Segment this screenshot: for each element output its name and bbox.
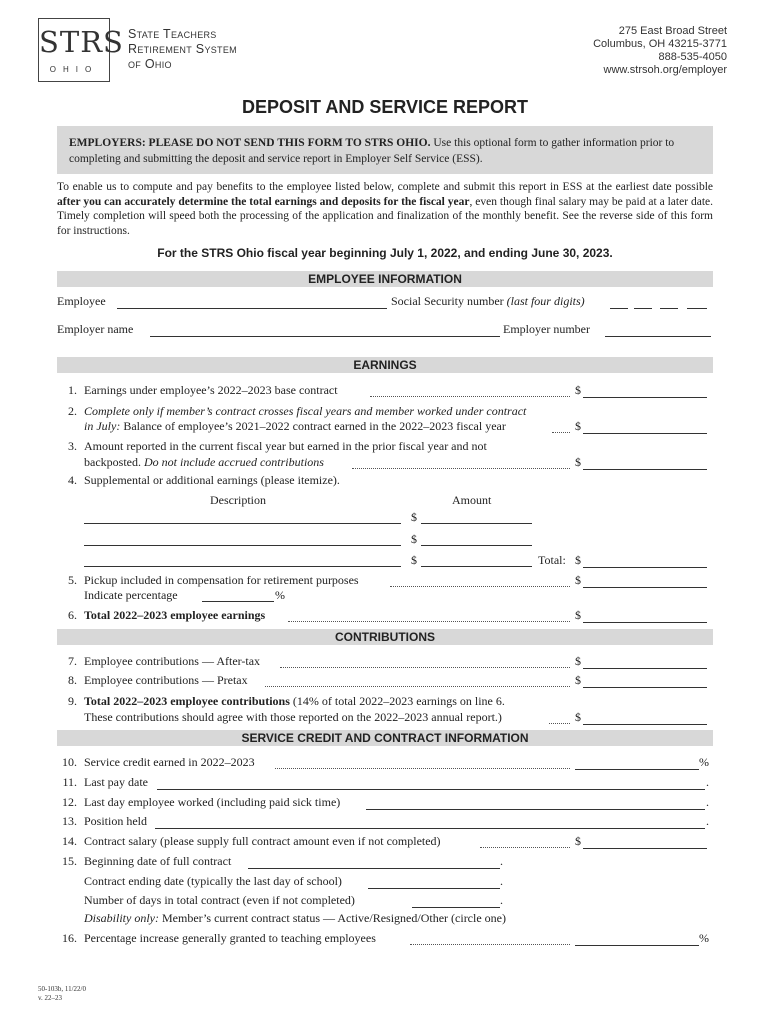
line-number: 6. [68, 608, 77, 622]
dot-leader [390, 586, 570, 587]
ssn-digit-4[interactable] [687, 308, 707, 309]
line-9-label-a: Total 2022–2023 employee contributions (14% of total 2022–2023 earnings on line 6. [84, 694, 505, 708]
service-credit-field[interactable] [575, 769, 699, 770]
ssn-digit-1[interactable] [610, 308, 628, 309]
dot-leader [552, 432, 570, 433]
description-header: Description [210, 493, 266, 507]
dollar-sign: $ [575, 553, 581, 567]
line-3-label-a: Amount reported in the current fiscal year but earned in the prior fiscal year and not [84, 439, 487, 453]
dot-leader [275, 768, 570, 769]
line-number: 1. [68, 383, 77, 397]
employer-number-field[interactable] [605, 336, 711, 337]
line-3-label-b: backposted. Do not include accrued contributions [84, 455, 324, 469]
period: . [500, 893, 503, 907]
line-number: 15. [62, 854, 77, 868]
line-number: 9. [68, 694, 77, 708]
dot-leader [410, 944, 570, 945]
period: . [706, 814, 709, 828]
line-6-label: Total 2022–2023 employee earnings [84, 608, 266, 622]
line-16-label: Percentage increase generally granted to teaching employees [84, 931, 376, 945]
pickup-percentage-field[interactable] [202, 601, 274, 602]
form-number: 50-103b, 11/22/0 v. 22–23 [38, 985, 86, 1002]
line-number: 10. [62, 755, 77, 769]
contract-end-date-label: Contract ending date (typically the last day of school) [84, 874, 342, 888]
dot-leader [549, 723, 570, 724]
line-6-amount-field[interactable] [583, 622, 707, 623]
contract-begin-date-field[interactable] [248, 868, 500, 869]
dot-leader [288, 621, 570, 622]
dollar-sign: $ [411, 510, 417, 524]
percentage-increase-field[interactable] [575, 945, 699, 946]
ssn-digit-2[interactable] [634, 308, 652, 309]
line-8-label: Employee contributions — Pretax [84, 673, 248, 687]
dollar-sign: $ [575, 710, 581, 724]
logo-main-text: STRS [39, 25, 124, 59]
line-2-amount-field[interactable] [583, 433, 707, 434]
line-9-label-b: These contributions should agree with those reported on the 2022–2023 annual report.) [84, 710, 502, 724]
contact-address: 275 East Broad Street Columbus, OH 43215-3771 888-535-4050 www.strsoh.org/employer [593, 25, 727, 76]
line-number: 4. [68, 473, 77, 487]
line-8-amount-field[interactable] [583, 687, 707, 688]
dollar-sign: $ [575, 673, 581, 687]
line-10-label: Service credit earned in 2022–2023 [84, 755, 255, 769]
indicate-percentage-label: Indicate percentage [84, 588, 178, 602]
contract-end-date-field[interactable] [368, 888, 500, 889]
supplemental-amount-3[interactable] [421, 566, 532, 567]
line-4-label: Supplemental or additional earnings (please itemize). [84, 473, 340, 487]
logo-sub-text: OHIO [49, 65, 99, 74]
dollar-sign: $ [575, 834, 581, 848]
website-link[interactable]: www.strsoh.org/employer [603, 64, 727, 76]
line-13-label: Position held [84, 814, 148, 828]
line-number: 12. [62, 795, 77, 809]
strs-logo [38, 18, 124, 82]
line-9-amount-field[interactable] [583, 724, 707, 725]
line-number: 7. [68, 654, 77, 668]
dollar-sign: $ [575, 383, 581, 397]
line-number: 5. [68, 573, 77, 587]
section-service-credit: SERVICE CREDIT AND CONTRACT INFORMATION [57, 730, 713, 746]
supplemental-total-field[interactable] [583, 567, 707, 568]
dollar-sign: $ [575, 573, 581, 587]
dollar-sign: $ [575, 419, 581, 433]
employer-number-label: Employer number [503, 322, 590, 336]
dot-leader [370, 396, 570, 397]
line-15-label: Beginning date of full contract [84, 854, 232, 868]
employer-name-field[interactable] [150, 336, 500, 337]
fiscal-year-heading: For the STRS Ohio fiscal year beginning July 1, 2022, and ending June 30, 2023. [157, 246, 613, 260]
line-1-amount-field[interactable] [583, 397, 707, 398]
line-number: 13. [62, 814, 77, 828]
supplemental-amount-1[interactable] [421, 523, 532, 524]
line-14-label: Contract salary (please supply full contract amount even if not completed) [84, 834, 441, 848]
supplemental-description-2[interactable] [84, 545, 401, 546]
employer-name-label: Employer name [57, 322, 134, 336]
page-title: DEPOSIT AND SERVICE REPORT [241, 97, 529, 117]
line-12-label: Last day employee worked (including paid sick time) [84, 795, 341, 809]
period: . [500, 874, 503, 888]
intro-paragraph: To enable us to compute and pay benefits to the employee listed below, complete and submit this report in ESS at the earliest date possible after you can accurately determine the total earnings and deposits for the fiscal year, even though final salary may be paid at a later date. Timely completion will speed both the processing of the application and finalization of the monthly benefit. See the reverse side of this form for instructions. [57, 181, 713, 237]
line-3-amount-field[interactable] [583, 469, 707, 470]
line-number: 3. [68, 439, 77, 453]
line-number: 11. [62, 775, 77, 789]
supplemental-description-3[interactable] [84, 566, 401, 567]
period: . [500, 854, 503, 868]
line-1-label: Earnings under employee’s 2022–2023 base contract [84, 383, 338, 397]
line-number: 8. [68, 673, 77, 687]
line-5-amount-field[interactable] [583, 587, 707, 588]
ssn-digit-3[interactable] [660, 308, 678, 309]
line-number: 2. [68, 404, 77, 418]
percent-sign: % [699, 931, 709, 945]
contract-days-field[interactable] [412, 907, 500, 908]
period: . [706, 795, 709, 809]
dollar-sign: $ [575, 654, 581, 668]
dollar-sign: $ [575, 608, 581, 622]
supplemental-description-1[interactable] [84, 523, 401, 524]
line-5-label: Pickup included in compensation for retirement purposes [84, 573, 359, 587]
dollar-sign: $ [411, 553, 417, 567]
dot-leader [352, 468, 570, 469]
amount-header: Amount [452, 493, 492, 507]
dot-leader [265, 686, 570, 687]
line-11-label: Last pay date [84, 775, 148, 789]
disability-status-label: Disability only: Member’s current contract status — Active/Resigned/Other (circle one) [84, 911, 506, 925]
percent-sign: % [275, 588, 285, 602]
dollar-sign: $ [411, 532, 417, 546]
contract-days-label: Number of days in total contract (even if not completed) [84, 893, 355, 907]
section-employee-information: EMPLOYEE INFORMATION [57, 271, 713, 287]
employee-name-field[interactable] [117, 308, 387, 309]
total-label: Total: [538, 553, 566, 567]
line-2-label-a: Complete only if member’s contract crosses fiscal years and member worked under contract [84, 404, 527, 418]
line-number: 16. [62, 931, 77, 945]
dot-leader [480, 847, 570, 848]
contract-salary-field[interactable] [583, 848, 707, 849]
section-contributions: CONTRIBUTIONS [57, 629, 713, 645]
percent-sign: % [699, 755, 709, 769]
last-day-worked-field[interactable] [366, 809, 705, 810]
organization-name: State Teachers Retirement System of Ohio [128, 27, 237, 71]
line-number: 14. [62, 834, 77, 848]
section-earnings: EARNINGS [57, 357, 713, 373]
last-pay-date-field[interactable] [157, 789, 705, 790]
employee-label: Employee [57, 294, 106, 308]
employer-notice: EMPLOYERS: PLEASE DO NOT SEND THIS FORM TO STRS OHIO. Use this optional form to gather information prior to completing and submitting the deposit and service report in Employer Self Service (ESS). [57, 126, 713, 174]
line-7-label: Employee contributions — After-tax [84, 654, 261, 668]
dollar-sign: $ [575, 455, 581, 469]
line-7-amount-field[interactable] [583, 668, 707, 669]
period: . [706, 775, 709, 789]
dot-leader [280, 667, 570, 668]
line-2-label-b: in July: Balance of employee’s 2021–2022 contract earned in the 2022–2023 fiscal year [84, 419, 506, 433]
supplemental-amount-2[interactable] [421, 545, 532, 546]
ssn-label: Social Security number (last four digits) [391, 294, 585, 308]
position-held-field[interactable] [155, 828, 705, 829]
